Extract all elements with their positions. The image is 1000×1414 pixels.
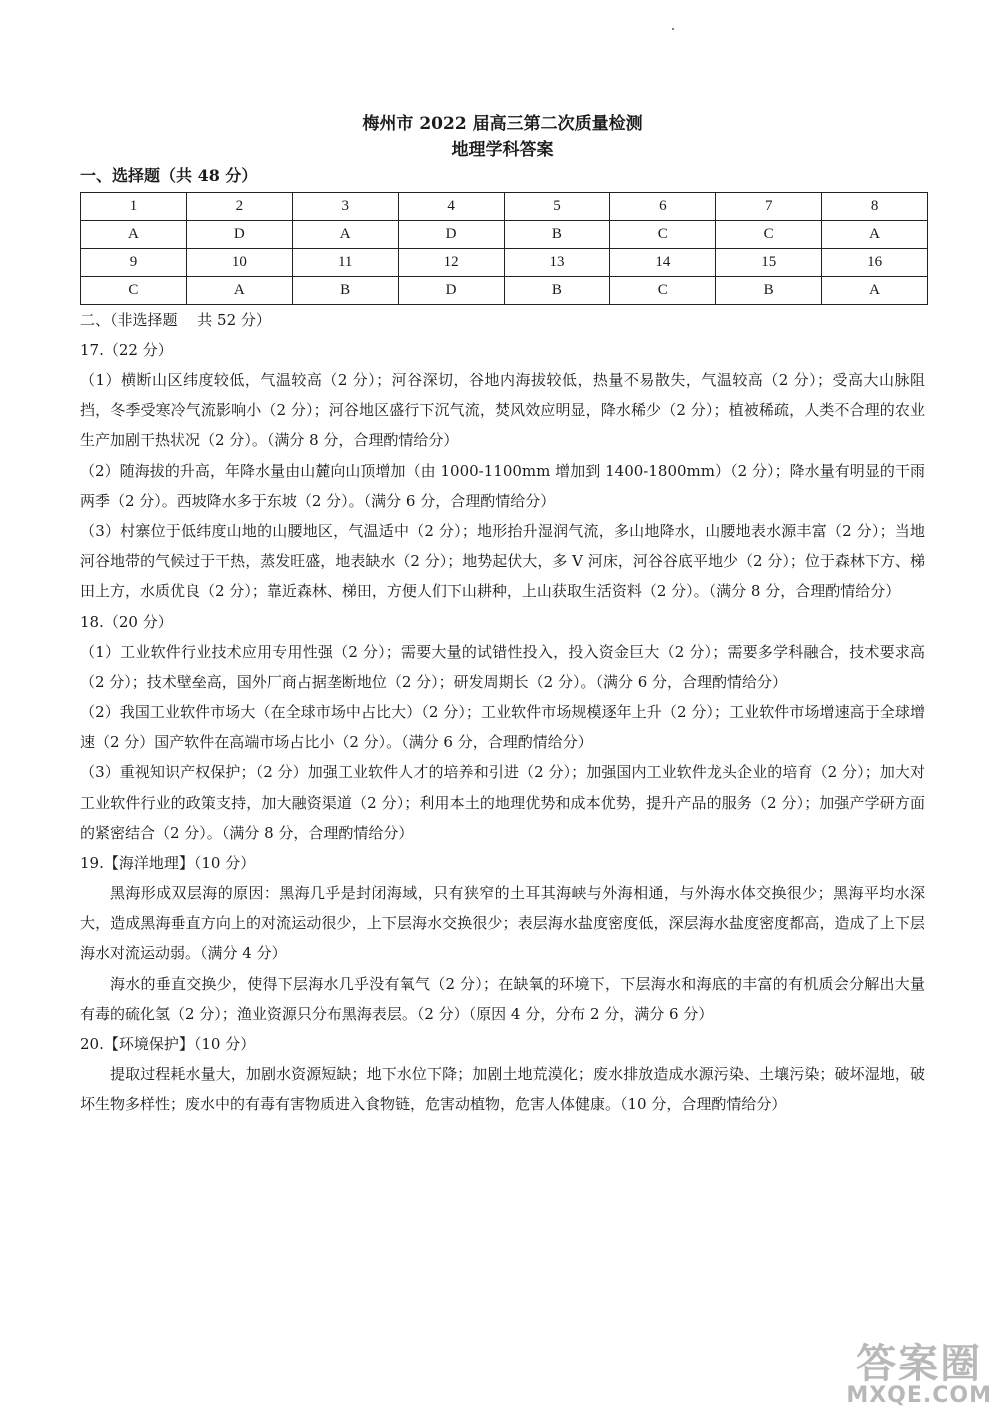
answer-cell: A	[822, 277, 928, 305]
q19-para1: 黑海形成双层海的原因：黑海几乎是封闭海域，只有狭窄的土耳其海峡与外海相通，与外海水体交换很少；黑海平均水深大，造成黑海垂直方向上的对流运动很少，上下层海水交换很少；表层海水盐度密度低，深层海水盐度密度都高，造成了上下层海水对流运动弱。（满分 4 分）	[80, 884, 925, 963]
section2-heading: 二、（非选择题 共 52 分）	[80, 311, 271, 329]
question-number-cell: 1	[81, 193, 187, 221]
doc-subtitle: 地理学科答案	[451, 140, 554, 160]
answer-cell: B	[504, 277, 610, 305]
q20-head: 20.【环境保护】（10 分）	[80, 1035, 256, 1054]
question-number-cell: 15	[716, 249, 822, 277]
q18-part3: （3）重视知识产权保护；（2 分）加强工业软件人才的培养和引进（2 分）；加强国内工业软件龙头企业的培育（2 分）；加大对工业软件行业的政策支持，加大融资渠道（2 分）；利用本土的地理优势和成本优势，提升产品的服务（2 分）；加强产学研方面的紧密结合（2 分）。（满分 8 分，合理酌情给分）	[80, 763, 925, 842]
answer-cell: A	[822, 221, 928, 249]
answer-cell: C	[610, 277, 716, 305]
answer-cell: A	[292, 221, 398, 249]
watermark-logo-text: 答案圈	[856, 1341, 983, 1387]
question-number-row	[81, 249, 928, 277]
answer-cell: B	[504, 221, 610, 249]
question-number-cell: 11	[292, 249, 398, 277]
q17-head: 17.（22 分）	[80, 341, 173, 359]
question-number-cell: 6	[610, 193, 716, 221]
q19-para2: 海水的垂直交换少，使得下层海水几乎没有氧气（2 分）；在缺氧的环境下，下层海水和海底的丰富的有机质会分解出大量有毒的硫化氢（2 分）；渔业资源只分布黑海表层。（2 分）（原因 4 分，分布 2 分，满分 6 分）	[80, 974, 925, 1023]
answer-cell: A	[186, 277, 292, 305]
question-number-cell: 9	[81, 249, 187, 277]
answer-cell: C	[81, 277, 187, 305]
answer-row	[81, 277, 928, 305]
answer-cell: D	[398, 277, 504, 305]
q19-head: 19.【海洋地理】（10 分）	[80, 854, 256, 873]
doc-title: 梅州市 2022 届高三第二次质量检测	[362, 114, 643, 134]
q18-head: 18.（20 分）	[80, 612, 173, 631]
question-number-row	[81, 193, 928, 221]
answer-cell: A	[81, 221, 187, 249]
q17-part1: （1）横断山区纬度较低，气温较高（2 分）；河谷深切，谷地内海拔较低，热量不易散失，气温较高（2 分）；受高大山脉阻挡，冬季受寒冷气流影响小（2 分）；河谷地区盛行下沉气流，焚风效应明显，降水稀少（2 分）；植被稀疏，人类不合理的农业生产加剧干热状况（2 分）。（满分 8 分，合理酌情给分）	[80, 371, 925, 450]
question-number-cell: 13	[504, 249, 610, 277]
answer-cell: C	[610, 221, 716, 249]
question-number-cell: 2	[186, 193, 292, 221]
q17-part2: （2）随海拔的升高，年降水量由山麓向山顶增加（由 1000-1100mm 增加到 1400-1800mm）（2 分）；降水量有明显的干雨两季（2 分）。西坡降水多于东坡（2 分）。（满分 6 分，合理酌情给分）	[80, 461, 925, 510]
question-number-cell: 5	[504, 193, 610, 221]
question-number-cell: 4	[398, 193, 504, 221]
answer-cell: D	[398, 221, 504, 249]
answer-cell: B	[292, 277, 398, 305]
question-number-cell: 7	[716, 193, 822, 221]
question-number-cell: 16	[822, 249, 928, 277]
q20-para1: 提取过程耗水量大，加剧水资源短缺；地下水位下降；加剧土地荒漠化；废水排放造成水源污染、土壤污染；破坏湿地，破坏生物多样性；废水中的有毒有害物质进入食物链，危害动植物，危害人体健康。（10 分，合理酌情给分）	[80, 1065, 925, 1114]
question-number-cell: 14	[610, 249, 716, 277]
q17-part3: （3）村寨位于低纬度山地的山腰地区，气温适中（2 分）；地形抬升湿润气流，多山地降水，山腰地表水源丰富（2 分）；当地河谷地带的气候过于干热，蒸发旺盛，地表缺水（2 分）；地势起伏大，多 V 河床，河谷谷底平地少（2 分）；位于森林下方、梯田上方，水质优良（2 分）；靠近森林、梯田，方便人们下山耕种，上山获取生活资料（2 分）。（满分 8 分，合理酌情给分）	[80, 522, 925, 601]
question-number-cell: 8	[822, 193, 928, 221]
q18-part1: （1）工业软件行业技术应用专用性强（2 分）；需要大量的试错性投入，投入资金巨大（2 分）；需要多学科融合，技术要求高（2 分）；技术壁垒高，国外厂商占据垄断地位（2 分）；研发周期长（2 分）。（满分 6 分，合理酌情给分）	[80, 642, 925, 691]
section1-heading: 一、选择题（共 48 分）	[80, 166, 258, 185]
answer-table	[80, 192, 928, 305]
question-number-cell: 10	[186, 249, 292, 277]
question-number-cell: 3	[292, 193, 398, 221]
q18-part2: （2）我国工业软件市场大（在全球市场中占比大）（2 分）；工业软件市场规模逐年上升（2 分）；工业软件市场增速高于全球增速（2 分）国产软件在高端市场占比小（2 分）。（满分 6 分，合理酌情给分）	[80, 703, 925, 752]
answer-row	[81, 221, 928, 249]
scan-dot	[672, 28, 674, 30]
answer-cell: D	[186, 221, 292, 249]
question-number-cell: 12	[398, 249, 504, 277]
answer-cell: B	[716, 277, 822, 305]
watermark-url: MXQE.COM	[846, 1383, 992, 1408]
answer-cell: C	[716, 221, 822, 249]
answer-sheet	[80, 112, 925, 1119]
watermark-logo	[846, 1332, 992, 1408]
